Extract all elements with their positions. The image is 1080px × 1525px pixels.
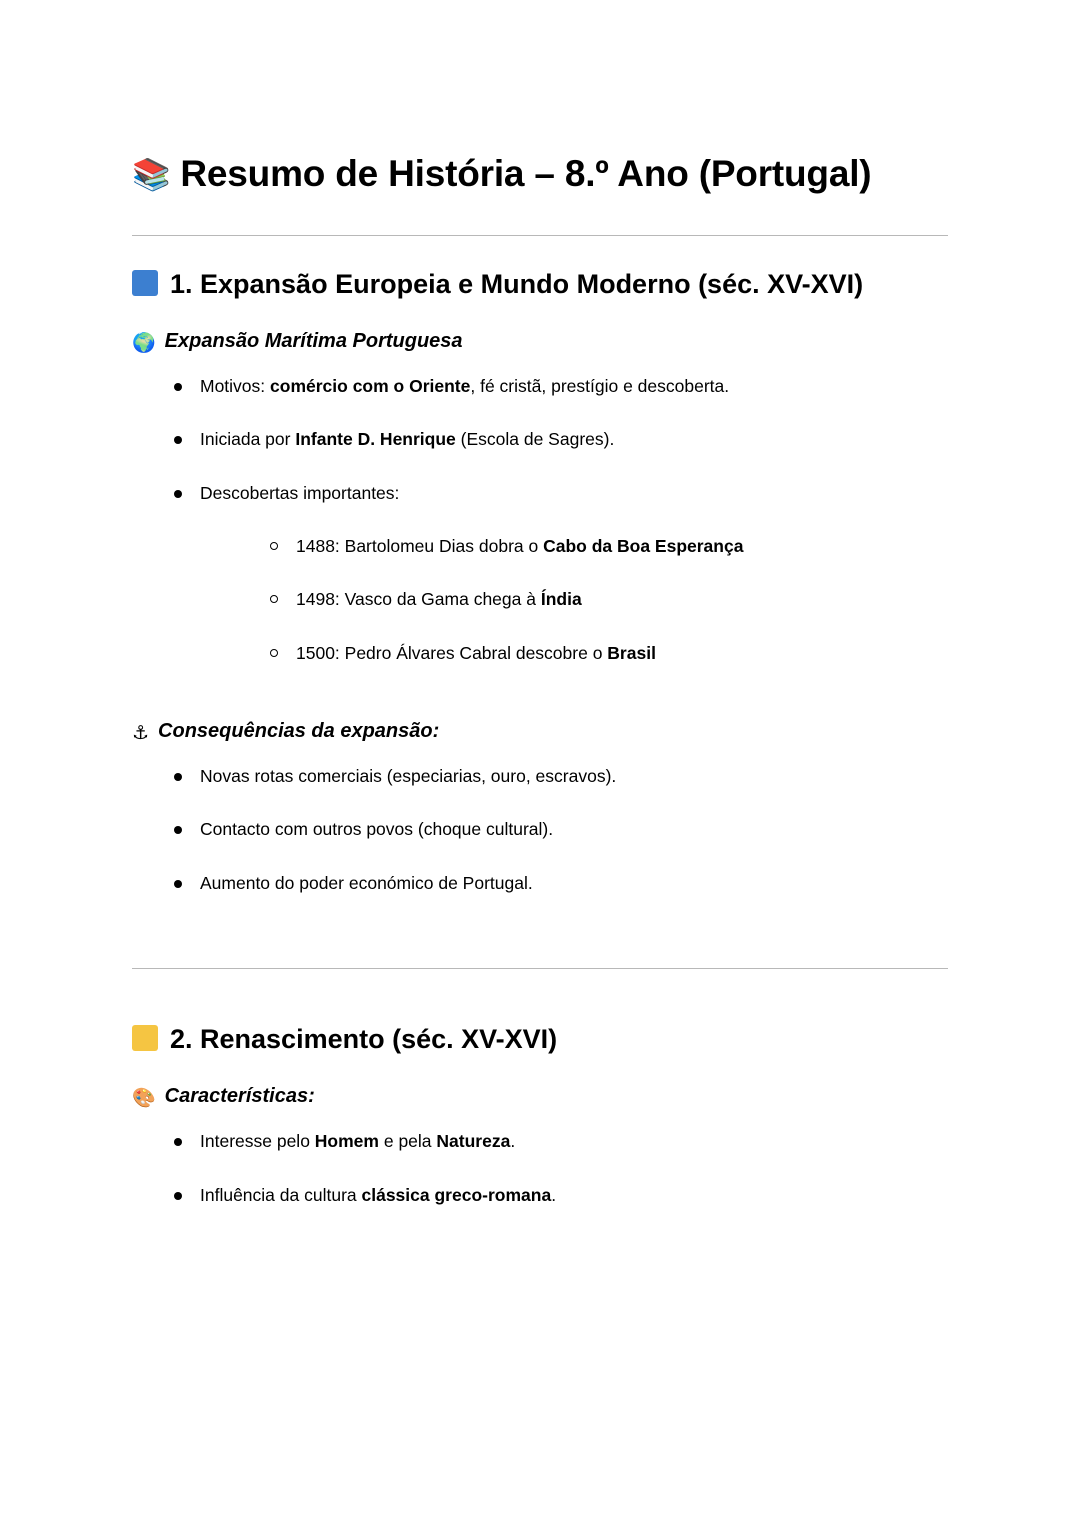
subsection-heading	[132, 1083, 948, 1111]
body-text: 1498: Vasco da Gama chega à	[296, 589, 541, 610]
list-item	[168, 1129, 948, 1154]
subsection-heading	[132, 328, 948, 356]
bullet-list	[132, 764, 948, 896]
list-item	[168, 427, 948, 452]
body-text: Novas rotas comerciais (especiarias, ouro, escravos).	[200, 765, 617, 786]
subsection-heading-text: Expansão Marítima Portuguesa	[164, 330, 463, 353]
body-text: Descobertas importantes:	[200, 482, 400, 503]
list-item	[168, 481, 948, 667]
palette-icon: 🎨	[132, 1087, 156, 1110]
body-text: Aumento do poder económico de Portugal.	[200, 872, 533, 893]
body-text: Contacto com outros povos (choque cultural).	[200, 819, 554, 840]
body-text: , fé cristã, prestígio e descoberta.	[470, 375, 730, 396]
body-text: .	[510, 1131, 516, 1152]
body-text: e pela	[378, 1131, 437, 1152]
subsection-heading	[132, 718, 948, 746]
subsection-heading-text: Características:	[164, 1085, 315, 1108]
section-heading-text: 2. Renascimento (séc. XV-XVI)	[170, 1024, 558, 1055]
emphasis-text: clássica greco-romana	[361, 1184, 552, 1205]
body-text: Motivos:	[200, 375, 271, 396]
emphasis-text: Índia	[540, 589, 582, 610]
anchor-icon: ⚓	[132, 722, 150, 745]
sub-list-item	[264, 641, 948, 666]
subsection-heading-text: Consequências da expansão:	[158, 720, 440, 743]
body-text: .	[551, 1184, 557, 1205]
globe-icon: 🌍	[132, 332, 156, 355]
emphasis-text: comércio com o Oriente	[270, 375, 471, 396]
divider	[132, 968, 948, 969]
yellow-square-icon	[132, 1025, 158, 1051]
emphasis-text: Cabo da Boa Esperança	[543, 536, 744, 557]
divider	[132, 235, 948, 236]
bullet-list	[132, 1129, 948, 1208]
list-item	[168, 871, 948, 896]
bullet-list	[132, 374, 948, 666]
sections-container	[132, 266, 948, 1208]
list-item	[168, 374, 948, 399]
body-text: 1500: Pedro Álvares Cabral descobre o	[296, 642, 608, 663]
page-title-text: Resumo de História – 8.º Ano (Portugal)	[180, 153, 872, 194]
list-item	[168, 764, 948, 789]
list-item	[168, 1183, 948, 1208]
blue-square-icon	[132, 270, 158, 296]
emphasis-text: Brasil	[607, 642, 656, 663]
body-text: 1488: Bartolomeu Dias dobra o	[296, 536, 544, 557]
sub-bullet-list	[200, 534, 948, 666]
emphasis-text: Natureza	[436, 1131, 511, 1152]
body-text: Interesse pelo	[200, 1131, 315, 1152]
sub-list-item	[264, 534, 948, 559]
section-heading	[132, 1021, 948, 1057]
section-heading-text: 1. Expansão Europeia e Mundo Moderno (séc. XV-XVI)	[170, 268, 864, 299]
body-text: (Escola de Sagres).	[455, 429, 615, 450]
emphasis-text: Homem	[314, 1131, 379, 1152]
books-icon: 📚	[132, 157, 171, 193]
body-text: Influência da cultura	[200, 1184, 362, 1205]
body-text: Iniciada por	[200, 429, 296, 450]
list-item	[168, 817, 948, 842]
emphasis-text: Infante D. Henrique	[295, 429, 456, 450]
sub-list-item	[264, 587, 948, 612]
section-heading	[132, 266, 948, 302]
page-title	[132, 150, 948, 199]
